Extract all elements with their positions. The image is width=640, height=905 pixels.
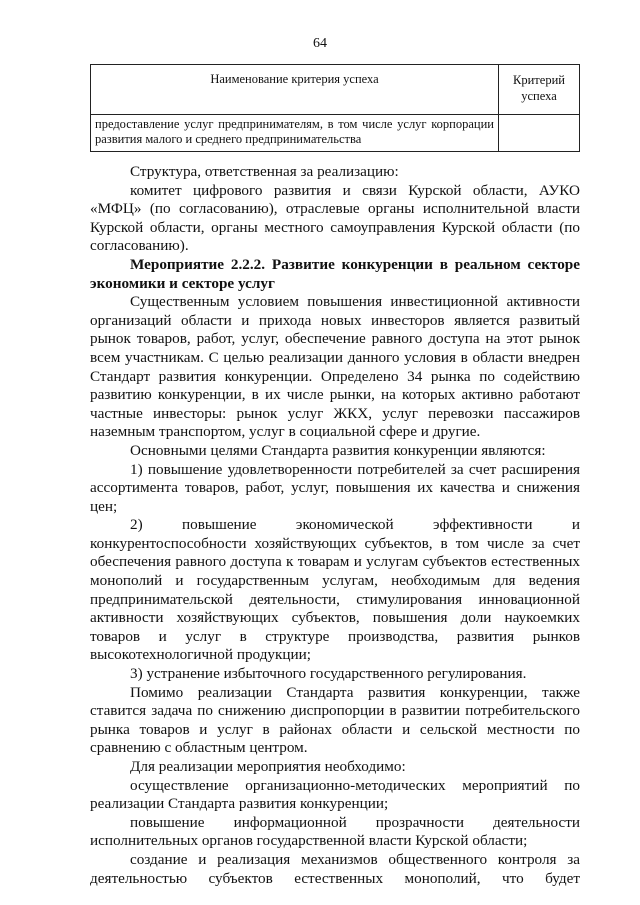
list-item-measure-3: создание и реализация механизмов общественного контроля за деятельностью субъектов естественных монополий, что будет: [90, 850, 580, 887]
paragraph-competition-conditions: Существенным условием повышения инвестиционной активности организаций области и прихода новых инвесторов является развитый рынок товаров, работ, услуг, обеспечение равного доступа на этот рынок всем участникам. С целью реализации данного условия в области внедрен Стандарт развития конкуренции. Определено 34 рынка по содействию развитию конкуренции, в их числе рынки, на которых активно работают частные инвесторы: рынок услуг ЖКХ, услуг перевозки пассажиров наземным транспортом, услуг в социальной сфере и другие.: [90, 293, 580, 441]
table-row: [91, 115, 580, 152]
list-item-goal-2: 2) повышение экономической эффективности и конкурентоспособности хозяйствующих субъектов, в том числе за счет обеспечения равного доступа к товарам и услугам субъектов естественных монополий и государственным услугам, необходимым для ведения предпринимательской деятельности, стимулирования инновационной активности хозяйствующих субъектов, повышения доли наукоемких товаров и услуг в структуре производства, развития рынков высокотехнологичной продукции;: [90, 516, 580, 664]
list-item-measure-2: повышение информационной прозрачности деятельности исполнительных органов государственной власти Курской области;: [90, 813, 580, 850]
activity-heading: Мероприятие 2.2.2. Развитие конкуренции в реальном секторе экономики и секторе услуг: [90, 255, 580, 292]
list-item-goal-3: 3) устранение избыточного государственного регулирования.: [130, 665, 527, 683]
paragraph-responsible-bodies: комитет цифрового развития и связи Курской области, АУКО «МФЦ» (по согласованию), отраслевые органы исполнительной власти Курской области, органы местного самоуправления Курской области (по согласованию).: [90, 181, 580, 255]
header-criterion: Критерий успеха: [499, 65, 580, 115]
document-body: [90, 163, 580, 888]
header-criterion-name: Наименование критерия успеха: [91, 65, 499, 115]
paragraph-structure-heading: Структура, ответственная за реализацию:: [130, 163, 399, 180]
paragraph-measures-intro: Для реализации мероприятия необходимо:: [130, 758, 406, 775]
table-header-row: [91, 65, 580, 115]
paragraph-disproportion: Помимо реализации Стандарта развития конкуренции, также ставится задача по снижению диспропорции в развитии потребительского рынка товаров и услуг в районах области и сельской местности по сравнению с областным центром.: [90, 683, 580, 757]
list-item-measure-1: осуществление организационно-методических мероприятий по реализации Стандарта развития конкуренции;: [90, 776, 580, 813]
table-cell-criterion-text: предоставление услуг предпринимателям, в том числе услуг корпорации развития малого и среднего предпринимательства: [91, 115, 499, 152]
table-cell-criterion-value: [499, 115, 580, 152]
paragraph-goals-intro: Основными целями Стандарта развития конкуренции являются:: [130, 441, 546, 459]
list-item-goal-1: 1) повышение удовлетворенности потребителей за счет расширения ассортимента товаров, работ, услуг, повышения их качества и снижения цен;: [90, 460, 580, 515]
page-number: 64: [313, 36, 327, 51]
success-criteria-table: [90, 64, 580, 152]
